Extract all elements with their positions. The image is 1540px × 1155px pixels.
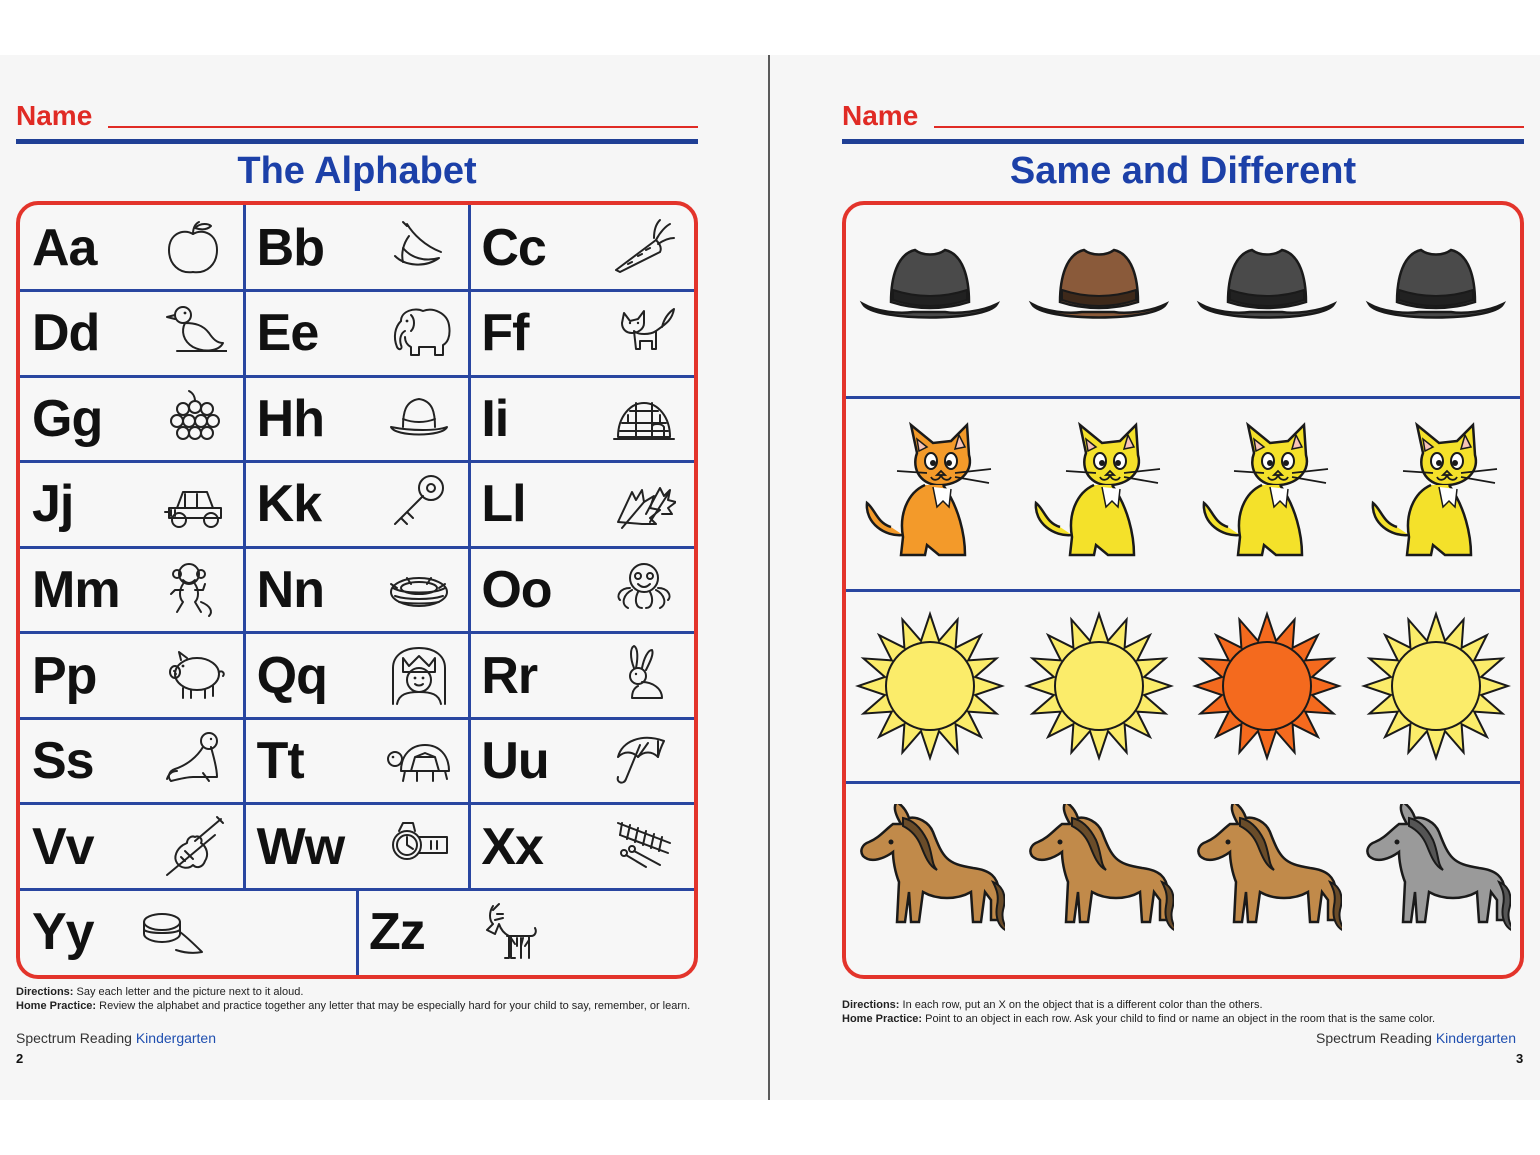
- name-line[interactable]: [108, 126, 698, 128]
- letter-cell-a: [20, 205, 245, 291]
- apple-icon: [163, 216, 227, 280]
- name-line[interactable]: [934, 126, 1524, 128]
- letter-pair: Nn: [256, 560, 324, 619]
- grid-row-divider: [20, 375, 694, 378]
- letter-pair: Ii: [481, 389, 509, 448]
- leaves-icon: [612, 472, 676, 536]
- letter-pair: Jj: [32, 475, 74, 534]
- key-icon: [387, 472, 451, 536]
- carrot-icon: [612, 216, 676, 280]
- letter-cell-t: [245, 718, 470, 804]
- page-title: The Alphabet: [237, 150, 477, 192]
- letter-pair: Mm: [32, 560, 120, 619]
- grid-row-divider: [846, 589, 1520, 592]
- elephant-icon: [387, 301, 451, 365]
- letter-pair: Ff: [481, 304, 529, 363]
- grid-row-divider: [20, 546, 694, 549]
- turtle-icon: [387, 729, 451, 793]
- letter-cell-g: [20, 376, 245, 462]
- name-field-row: [16, 101, 698, 137]
- home-practice-label: Home Practice:: [842, 1013, 923, 1025]
- grid-row-divider: [20, 460, 694, 463]
- grid-row-divider: [846, 781, 1520, 784]
- fox-icon: [612, 301, 676, 365]
- letter-pair: Qq: [256, 646, 327, 705]
- series-footer: [16, 1029, 216, 1047]
- letter-pair: Ll: [481, 475, 526, 534]
- series-name: Spectrum Reading: [1316, 1030, 1432, 1046]
- page-title: Same and Different: [1009, 150, 1357, 192]
- letter-cell-z: [357, 889, 694, 975]
- cat-icon[interactable]: [1192, 419, 1342, 569]
- name-label: Name: [842, 100, 919, 131]
- letter-pair: Gg: [32, 389, 103, 448]
- horse-icon[interactable]: [855, 804, 1005, 954]
- letter-cell-m: [20, 547, 245, 633]
- cat-icon[interactable]: [1361, 419, 1511, 569]
- home-practice-text: Point to an object in each row. Ask your child to find or name an object in the room that is the same color.: [922, 1013, 1436, 1025]
- grid-col-divider: [468, 205, 471, 889]
- letter-pair: Rr: [481, 646, 538, 705]
- series-name: Spectrum Reading: [16, 1030, 132, 1046]
- grid-col-divider: [243, 205, 246, 889]
- directions-text: In each row, put an X on the object that is a different color than the others.: [899, 999, 1263, 1011]
- page-same-different: [770, 55, 1540, 1100]
- jeep-icon: [163, 472, 227, 536]
- alphabet-grid: [16, 201, 698, 979]
- sun-icon[interactable]: [855, 611, 1005, 761]
- seal-icon: [163, 729, 227, 793]
- grid-row-divider: [20, 631, 694, 634]
- zebra-icon: [477, 900, 541, 964]
- letter-cell-n: [245, 547, 470, 633]
- letter-cell-h: [245, 376, 470, 462]
- letter-cell-q: [245, 633, 470, 719]
- queen-icon: [387, 644, 451, 708]
- letter-cell-u: [469, 718, 694, 804]
- directions-text: Say each letter and the picture next to it aloud.: [73, 986, 304, 998]
- monkey-icon: [163, 558, 227, 622]
- series-grade: Kindergarten: [1435, 1030, 1517, 1046]
- home-practice-label: Home Practice:: [16, 1000, 97, 1012]
- horse-icon[interactable]: [1024, 804, 1174, 954]
- letter-pair: Dd: [32, 304, 100, 363]
- series-footer: [1316, 1029, 1516, 1047]
- letter-cell-o: [469, 547, 694, 633]
- letter-pair: Ss: [32, 732, 94, 791]
- letter-pair: Aa: [32, 218, 97, 277]
- letter-pair: Pp: [32, 646, 97, 705]
- letter-cell-j: [20, 462, 245, 548]
- header-rule: [842, 139, 1524, 144]
- grid-row-divider: [20, 289, 694, 292]
- letter-pair: Hh: [256, 389, 324, 448]
- letter-pair: Kk: [256, 475, 322, 534]
- page-number: 3: [1516, 1051, 1524, 1066]
- grid-row-divider: [20, 717, 694, 720]
- header-rule: [16, 139, 698, 144]
- sun-icon[interactable]: [1192, 611, 1342, 761]
- letter-cell-r: [469, 633, 694, 719]
- letter-cell-w: [245, 804, 470, 890]
- letter-pair: Ww: [256, 817, 345, 876]
- letter-cell-e: [245, 291, 470, 377]
- home-practice-text: Review the alphabet and practice together any letter that may be especially hard for your child to say, remember, or learn.: [96, 1000, 691, 1012]
- pig-icon: [163, 644, 227, 708]
- letter-cell-i: [469, 376, 694, 462]
- grid-col-divider: [356, 889, 359, 975]
- letter-pair: Vv: [32, 817, 94, 876]
- grid-row-divider: [20, 802, 694, 805]
- letter-cell-d: [20, 291, 245, 377]
- letter-pair: Cc: [481, 218, 546, 277]
- page-number: 2: [16, 1051, 24, 1066]
- letter-cell-b: [245, 205, 470, 291]
- sun-icon[interactable]: [1024, 611, 1174, 761]
- letter-cell-x: [469, 804, 694, 890]
- grapes-icon: [163, 387, 227, 451]
- rabbit-icon: [612, 644, 676, 708]
- letter-cell-f: [469, 291, 694, 377]
- workbook-spread: [0, 55, 1540, 1100]
- series-grade: Kindergarten: [135, 1030, 217, 1046]
- letter-pair: Ee: [256, 304, 319, 363]
- horse-icon[interactable]: [1192, 804, 1342, 954]
- hat-icon[interactable]: [1361, 226, 1511, 376]
- letter-pair: Yy: [32, 903, 94, 962]
- cat-icon[interactable]: [1024, 419, 1174, 569]
- sun-icon[interactable]: [1361, 611, 1511, 761]
- cat-icon[interactable]: [855, 419, 1005, 569]
- grid-row-divider: [846, 396, 1520, 399]
- igloo-icon: [612, 387, 676, 451]
- letter-pair: Xx: [481, 817, 543, 876]
- xylophone-icon: [612, 815, 676, 879]
- banana-icon: [387, 216, 451, 280]
- letter-cell-l: [469, 462, 694, 548]
- letter-cell-s: [20, 718, 245, 804]
- umbrella-icon: [612, 729, 676, 793]
- name-field-row: [842, 101, 1524, 137]
- watch-icon: [387, 815, 451, 879]
- octopus-icon: [612, 558, 676, 622]
- violin-icon: [163, 815, 227, 879]
- letter-pair: Uu: [481, 732, 549, 791]
- letter-cell-k: [245, 462, 470, 548]
- hat-icon[interactable]: [1192, 226, 1342, 376]
- letter-pair: Tt: [256, 732, 304, 791]
- directions-block: [842, 998, 1532, 1026]
- duck-icon: [163, 301, 227, 365]
- letter-pair: Bb: [256, 218, 324, 277]
- letter-cell-p: [20, 633, 245, 719]
- directions-label: Directions:: [16, 986, 74, 998]
- yoyo-icon: [140, 900, 204, 964]
- letter-cell-v: [20, 804, 245, 890]
- same-different-grid: [842, 201, 1524, 979]
- hat-icon[interactable]: [855, 226, 1005, 376]
- directions-label: Directions:: [842, 999, 900, 1011]
- letter-cell-y: [20, 889, 357, 975]
- letter-pair: Oo: [481, 560, 552, 619]
- letter-cell-c: [469, 205, 694, 291]
- nest-icon: [387, 558, 451, 622]
- letter-pair: Zz: [369, 903, 425, 962]
- page-alphabet: [0, 55, 768, 1100]
- hat-icon: [387, 387, 451, 451]
- hat-icon[interactable]: [1024, 226, 1174, 376]
- name-label: Name: [16, 100, 93, 131]
- horse-icon[interactable]: [1361, 804, 1511, 954]
- directions-block: [16, 985, 706, 1013]
